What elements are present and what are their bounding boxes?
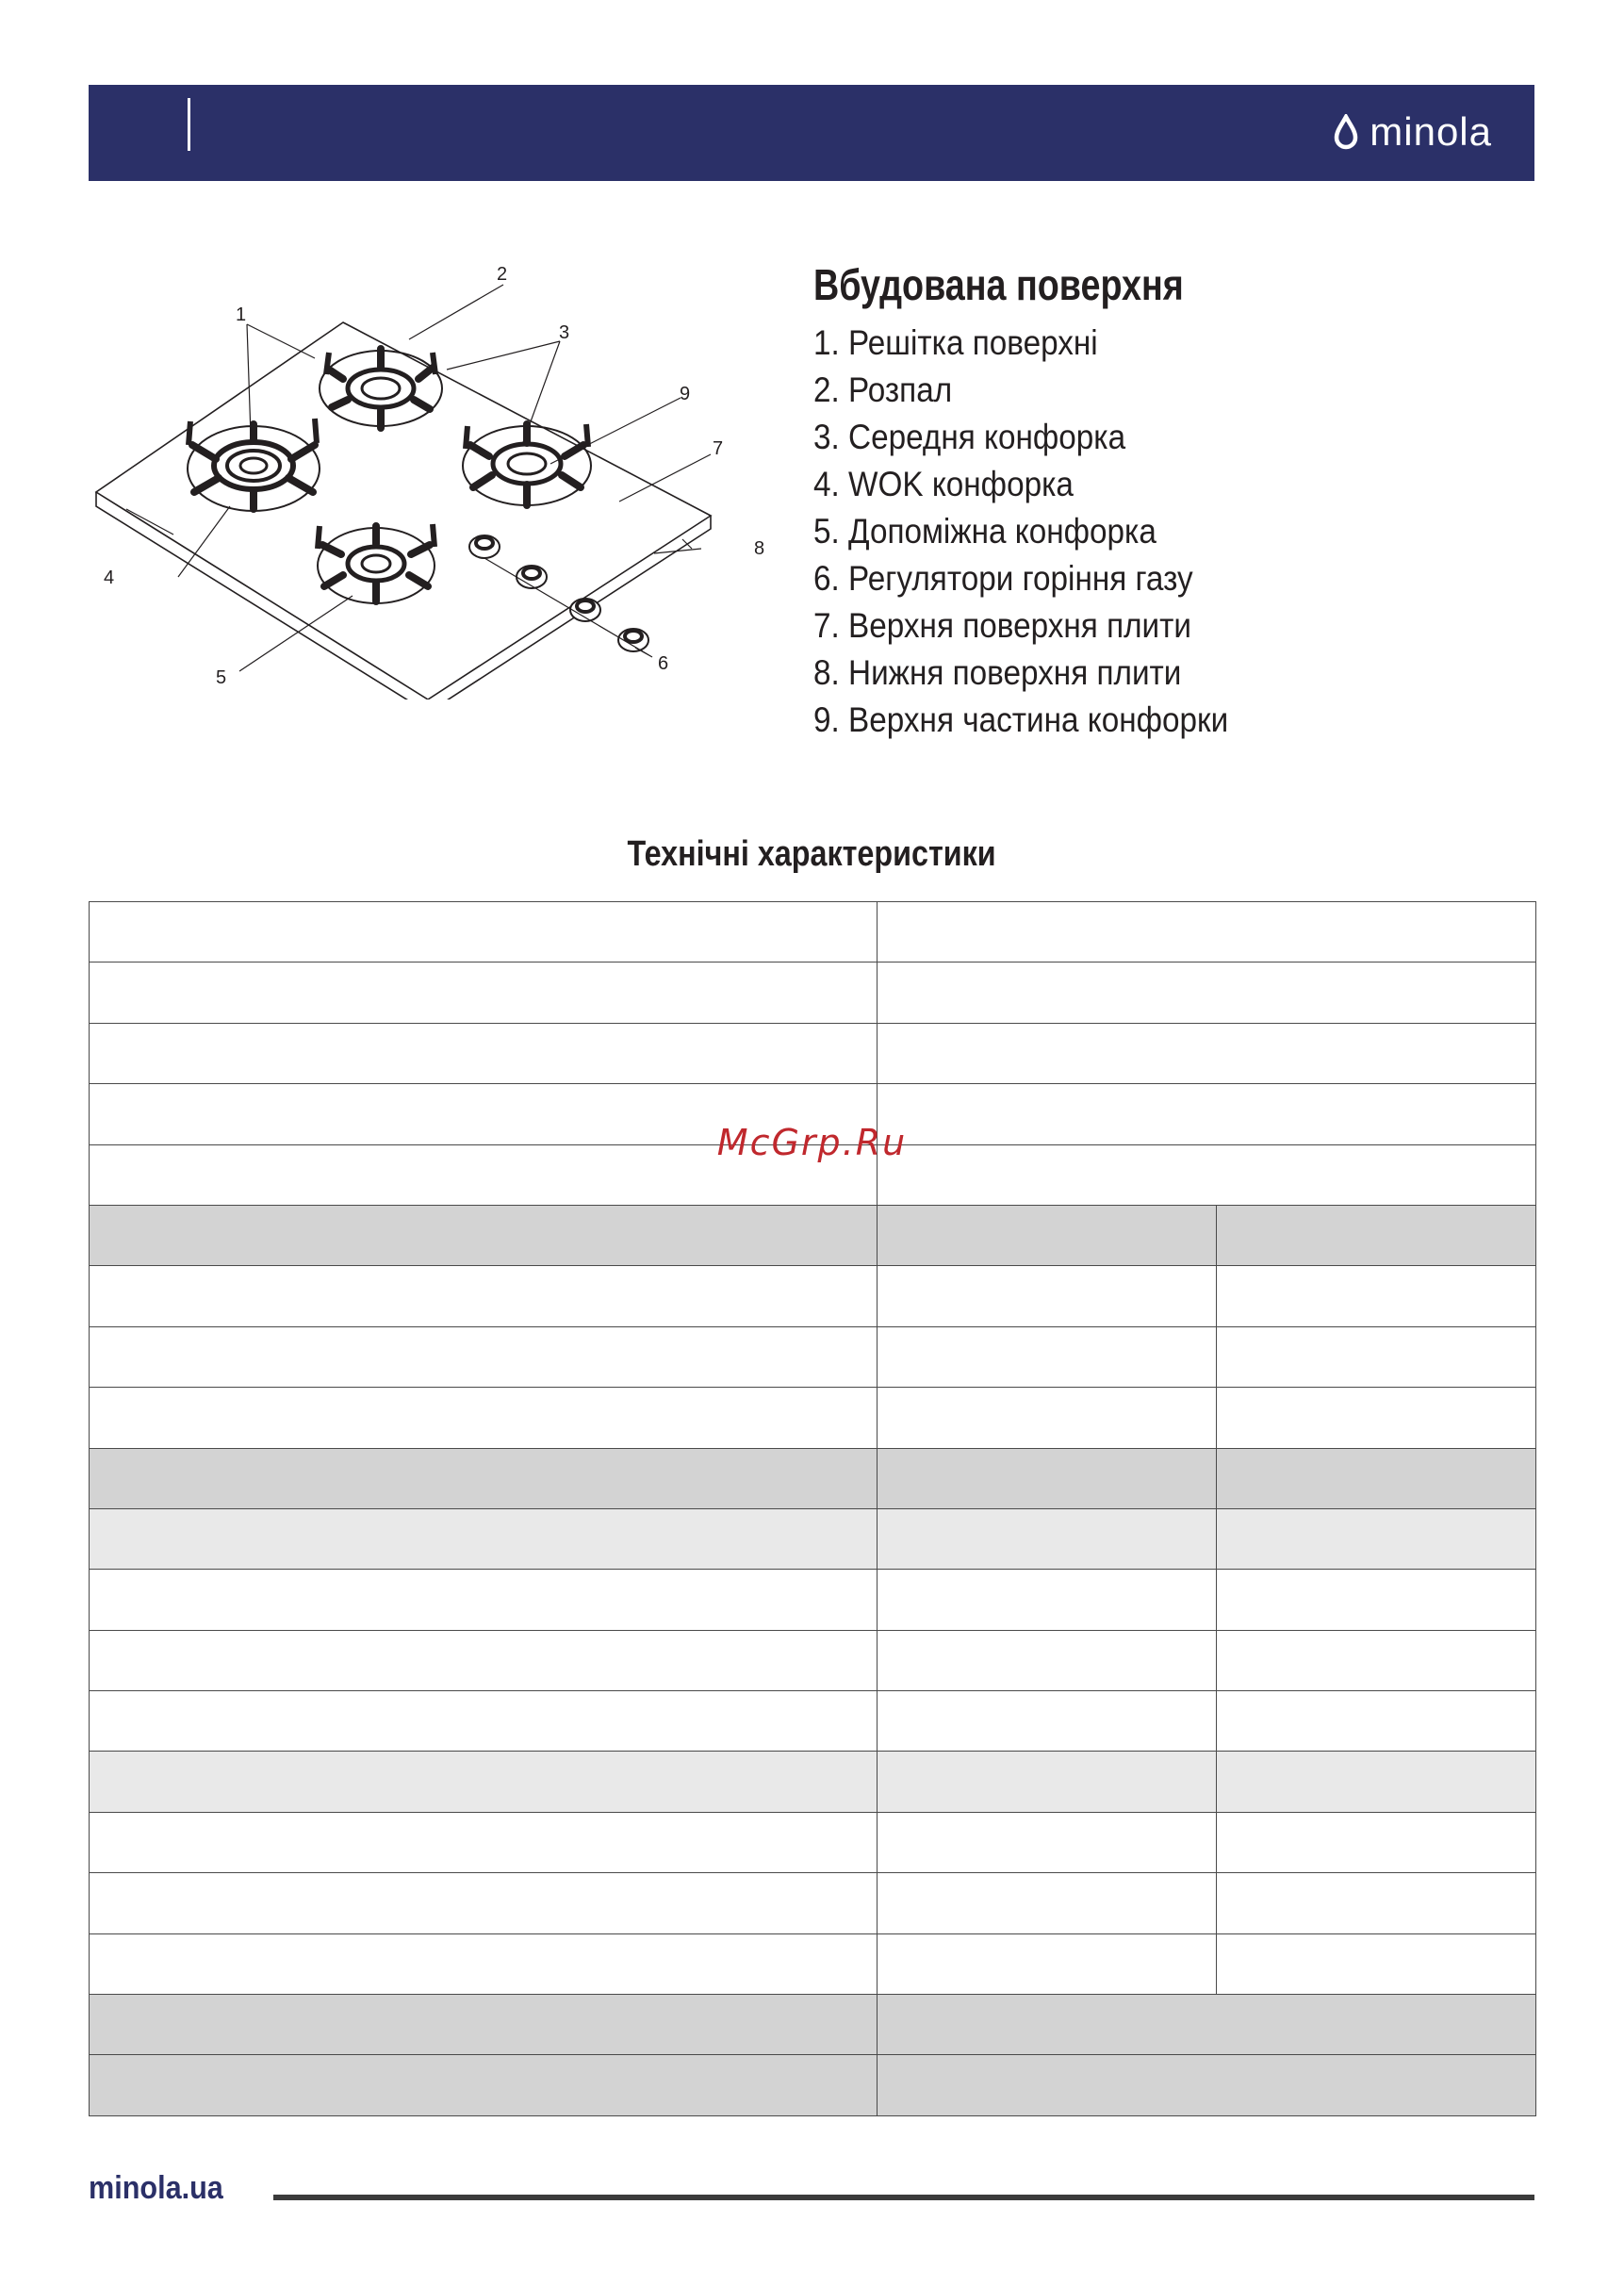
callout-9: 9: [680, 384, 691, 404]
table-row: [90, 1448, 1536, 1508]
table-cell: [878, 1326, 1217, 1387]
table-row: [90, 1326, 1536, 1387]
legend-item: 9. Верхня частина конфорки: [813, 700, 1229, 739]
specs-title: Технічні характеристики: [627, 834, 996, 874]
table-cell: [1217, 1630, 1536, 1690]
table-cell: [90, 1508, 878, 1569]
table-cell: [878, 963, 1536, 1023]
table-row: [90, 1508, 1536, 1569]
legend-item: 7. Верхня поверхня плити: [813, 606, 1192, 645]
header-bar: [89, 85, 1534, 181]
table-cell: [1217, 1326, 1536, 1387]
table-row: [90, 1388, 1536, 1448]
table-cell: [1217, 1812, 1536, 1872]
table-cell: [878, 1752, 1217, 1812]
table-cell: [1217, 1933, 1536, 1994]
table-cell: [878, 1691, 1217, 1752]
table-cell: [90, 1570, 878, 1630]
table-row: [90, 963, 1536, 1023]
table-row: [90, 2055, 1536, 2116]
table-cell: [90, 1448, 878, 1508]
table-cell: [90, 2055, 878, 2116]
legend-item: 4. WOK конфорка: [813, 465, 1074, 503]
legend-item: 3. Середня конфорка: [813, 418, 1126, 456]
footer-site-link[interactable]: minola.ua: [89, 2170, 223, 2206]
table-row: [90, 1812, 1536, 1872]
table-cell: [878, 1508, 1217, 1569]
table-cell: [90, 1691, 878, 1752]
legend-item: 8. Нижня поверхня плити: [813, 653, 1182, 692]
table-cell: [90, 1023, 878, 1083]
table-row: [90, 1691, 1536, 1752]
drop-icon: [1334, 114, 1358, 150]
watermark: McGrp.Ru: [716, 1122, 908, 1163]
brand-logo[interactable]: [1334, 107, 1492, 156]
table-row: [90, 1873, 1536, 1933]
footer-divider: [273, 2195, 1534, 2200]
table-cell: [878, 1266, 1217, 1326]
table-row: [90, 1205, 1536, 1265]
table-cell: [90, 1812, 878, 1872]
table-row: [90, 1023, 1536, 1083]
table-cell: [90, 1205, 878, 1265]
table-row: [90, 1752, 1536, 1812]
table-row: [90, 1995, 1536, 2055]
table-cell: [90, 1873, 878, 1933]
table-cell: [878, 1448, 1217, 1508]
callout-8: 8: [754, 538, 765, 559]
table-cell: [90, 1326, 878, 1387]
table-cell: [1217, 1266, 1536, 1326]
legend: [813, 259, 1492, 744]
legend-item: 2. Розпал: [813, 370, 953, 409]
table-row: [90, 1570, 1536, 1630]
knob-2: [517, 566, 547, 588]
table-row: [90, 902, 1536, 963]
table-cell: [878, 902, 1536, 963]
legend-item: 6. Регулятори горіння газу: [813, 559, 1193, 598]
callout-7: 7: [713, 438, 724, 459]
legend-item: 1. Решітка поверхні: [813, 323, 1098, 362]
table-cell: [878, 1205, 1217, 1265]
table-cell: [90, 963, 878, 1023]
brand-name: minola: [1370, 109, 1492, 154]
hob-diagram: [89, 266, 786, 699]
table-cell: [1217, 1691, 1536, 1752]
callout-5: 5: [216, 667, 227, 688]
table-cell: [1217, 1508, 1536, 1569]
table-cell: [878, 1570, 1217, 1630]
table-cell: [1217, 1205, 1536, 1265]
table-cell: [878, 1933, 1217, 1994]
table-cell: [878, 1995, 1536, 2055]
table-cell: [90, 1933, 878, 1994]
header-divider: [188, 98, 190, 151]
table-cell: [90, 1752, 878, 1812]
table-cell: [90, 1266, 878, 1326]
table-row: [90, 1933, 1536, 1994]
table-cell: [878, 1023, 1536, 1083]
callout-6: 6: [658, 653, 669, 674]
table-cell: [878, 1630, 1217, 1690]
callout-2: 2: [497, 266, 508, 285]
table-cell: [1217, 1388, 1536, 1448]
table-row: [90, 1266, 1536, 1326]
legend-list: [813, 320, 1492, 744]
table-cell: [90, 1995, 878, 2055]
legend-title: Вбудована поверхня: [813, 260, 1184, 309]
table-cell: [90, 902, 878, 963]
table-cell: [1217, 1873, 1536, 1933]
table-cell: [1217, 1752, 1536, 1812]
table-cell: [90, 1388, 878, 1448]
table-cell: [1217, 1570, 1536, 1630]
table-cell: [1217, 1448, 1536, 1508]
table-cell: [90, 1630, 878, 1690]
table-cell: [878, 2055, 1536, 2116]
callout-1: 1: [236, 304, 247, 325]
callout-4: 4: [104, 568, 115, 588]
callout-3: 3: [559, 322, 570, 343]
table-cell: [878, 1812, 1217, 1872]
legend-item: 5. Допоміжна конфорка: [813, 512, 1156, 551]
spec-table: [89, 901, 1536, 2116]
knob-1: [469, 535, 500, 558]
table-cell: [878, 1873, 1217, 1933]
table-cell: [878, 1388, 1217, 1448]
table-row: [90, 1630, 1536, 1690]
